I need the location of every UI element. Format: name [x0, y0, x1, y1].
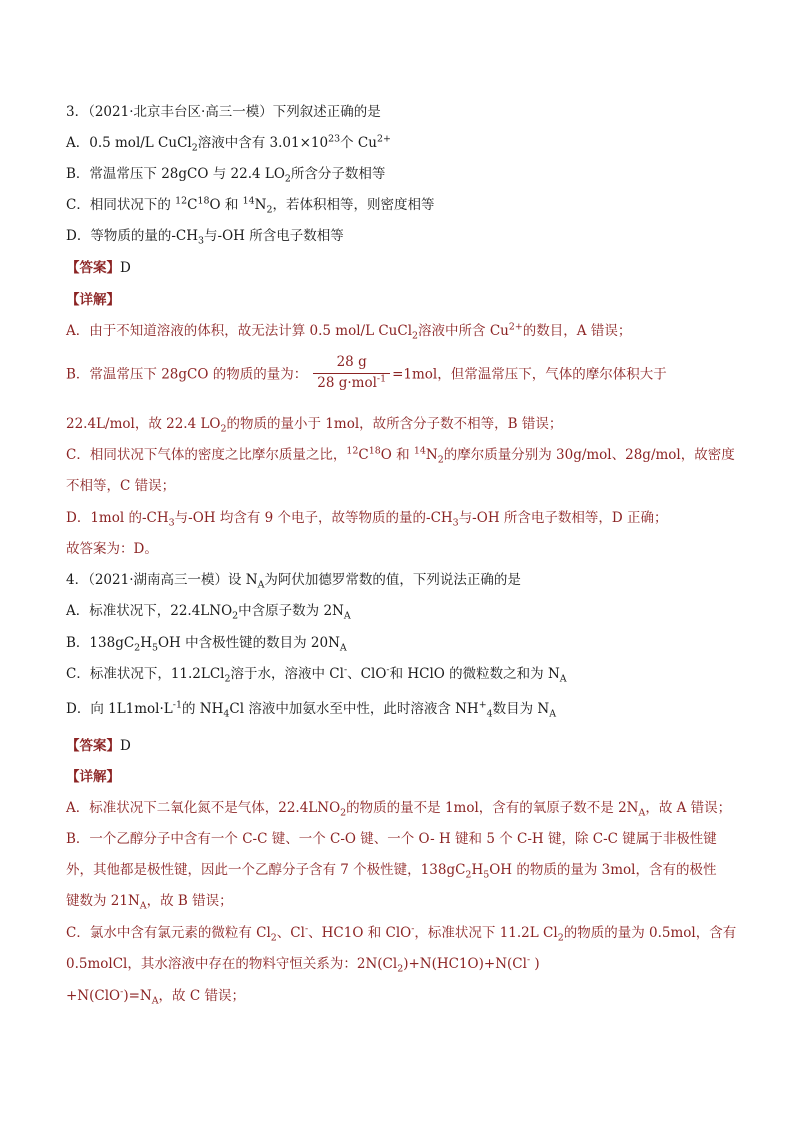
q4-detail-heading: 【详解】	[66, 769, 120, 785]
q4-explanation-c-cont2: $+N(ClO^-)=N_A$，故 C 错误；	[66, 986, 245, 1007]
q3-answer: 【答案】D	[66, 260, 131, 276]
q4-explanation-a: A．标准状况下二氧化氮不是气体，$22.4LNO_2$的物质的量不是 1mol，含有的氧原子数不是 $2N_A$，故 A 错误；	[66, 800, 732, 819]
q3-option-a: A．0.5 mol/L CuCl$_2$溶液中含有 $3.01\times 10^{23}$个 $Cu^{2+}$	[66, 133, 391, 154]
q4-explanation-c-cont: 0.5molCl，其水溶液中存在的物料守恒关系为：$2N(Cl_2)+N(HC1O)+N(Cl^-$ )	[66, 954, 540, 975]
q3-explanation-c-cont: 不相等，C 错误；	[66, 478, 176, 494]
q3-explanation-d: D．1mol 的$-CH_3$与-OH 均含有 9 个电子，故等物质的量的$-CH_3$与-OH 所含电子数相等，D 正确；	[66, 510, 668, 529]
q3-explanation-a: A．由于不知道溶液的体积，故无法计算 0.5 mol/L CuCl$_2$溶液中所含 $Cu^{2+}$的数目，A 错误；	[66, 321, 632, 342]
q4-explanation-b-cont: 外，其他都是极性键，因此一个乙醇分子含有 7 个极性键，$138gC_2H_5OH$ 的物质的量为 3mol，含有的极性	[66, 862, 717, 881]
q3-explanation-b: B．常温常压下 28gCO 的物质的量为： $\frac{28 g}{28 g\cdot mol^{-1}}$ =1mol，但常温常压下，气体的摩尔体积大于	[66, 354, 667, 391]
q4-explanation-b-cont2: 键数为 $21N_A$，故 B 错误；	[66, 893, 233, 912]
q3-explanation-b-cont: 22.4L/mol，故 22.4 $LO_2$的物质的量小于 1mol，故所含分子数不相等，B 错误；	[66, 416, 563, 435]
q3-explanation-c: C．相同状况下气体的密度之比摩尔质量之比，$^{12}C^{18}O$ 和 $^{14}N_2$的摩尔质量分别为 30g/mol、28g/mol，故密度	[66, 445, 735, 466]
q3-option-d: D．等物质的量的$-CH_3$与-OH 所含电子数相等	[66, 228, 344, 247]
q4-option-d: D．向 $1L1mol\cdot L^{-1}$的 $NH_4Cl$ 溶液中加氨水至中性，此时溶液含 $NH^+_4$数目为 $N_A$	[66, 699, 557, 720]
q4-option-b: B．$138gC_2H_5OH$ 中含极性键的数目为 $20N_A$	[66, 635, 347, 654]
q3-conclusion: 故答案为：D。	[66, 541, 158, 557]
q3-detail-heading: 【详解】	[66, 292, 120, 308]
molar-fraction: $\frac{28 g}{28 g\cdot mol^{-1}}$	[313, 356, 390, 390]
q3-option-c: C．相同状况下的 $^{12}C^{18}O$ 和 $^{14}N_2$，若体积相等，则密度相等	[66, 195, 435, 216]
q3-stem: 3．（2021·北京丰台区·高三一模）下列叙述正确的是	[66, 104, 381, 120]
q3-option-b: B．常温常压下 28gCO 与 22.4 $LO_2$所含分子数相等	[66, 166, 386, 185]
q4-explanation-b: B．一个乙醇分子中含有一个 C-C 键、一个 C-O 键、一个 O- H 键和 5 个 C-H 键，除 C-C 键属于非极性键	[66, 831, 717, 847]
q4-option-c: C．标准状况下，11.2LCl$_2$溶于水，溶液中 Cl-、ClO-和 HClO 的微粒数之和为 $N_A$	[66, 664, 567, 685]
q4-answer: 【答案】D	[66, 738, 131, 754]
q4-option-a: A．标准状况下，$22.4LNO_2$中含原子数为 $2N_A$	[66, 603, 351, 622]
q4-stem: 4．（2021·湖南高三一模）设 $N_A$为阿伏加德罗常数的值，下列说法正确的是	[66, 572, 521, 591]
q4-explanation-c: C．氯水中含有氯元素的微粒有 $Cl_2$、Cl-、HC1O 和 ClO-，标准状况下 11.2L $Cl_2$的物质的量为 0.5mol，含有	[66, 923, 737, 944]
